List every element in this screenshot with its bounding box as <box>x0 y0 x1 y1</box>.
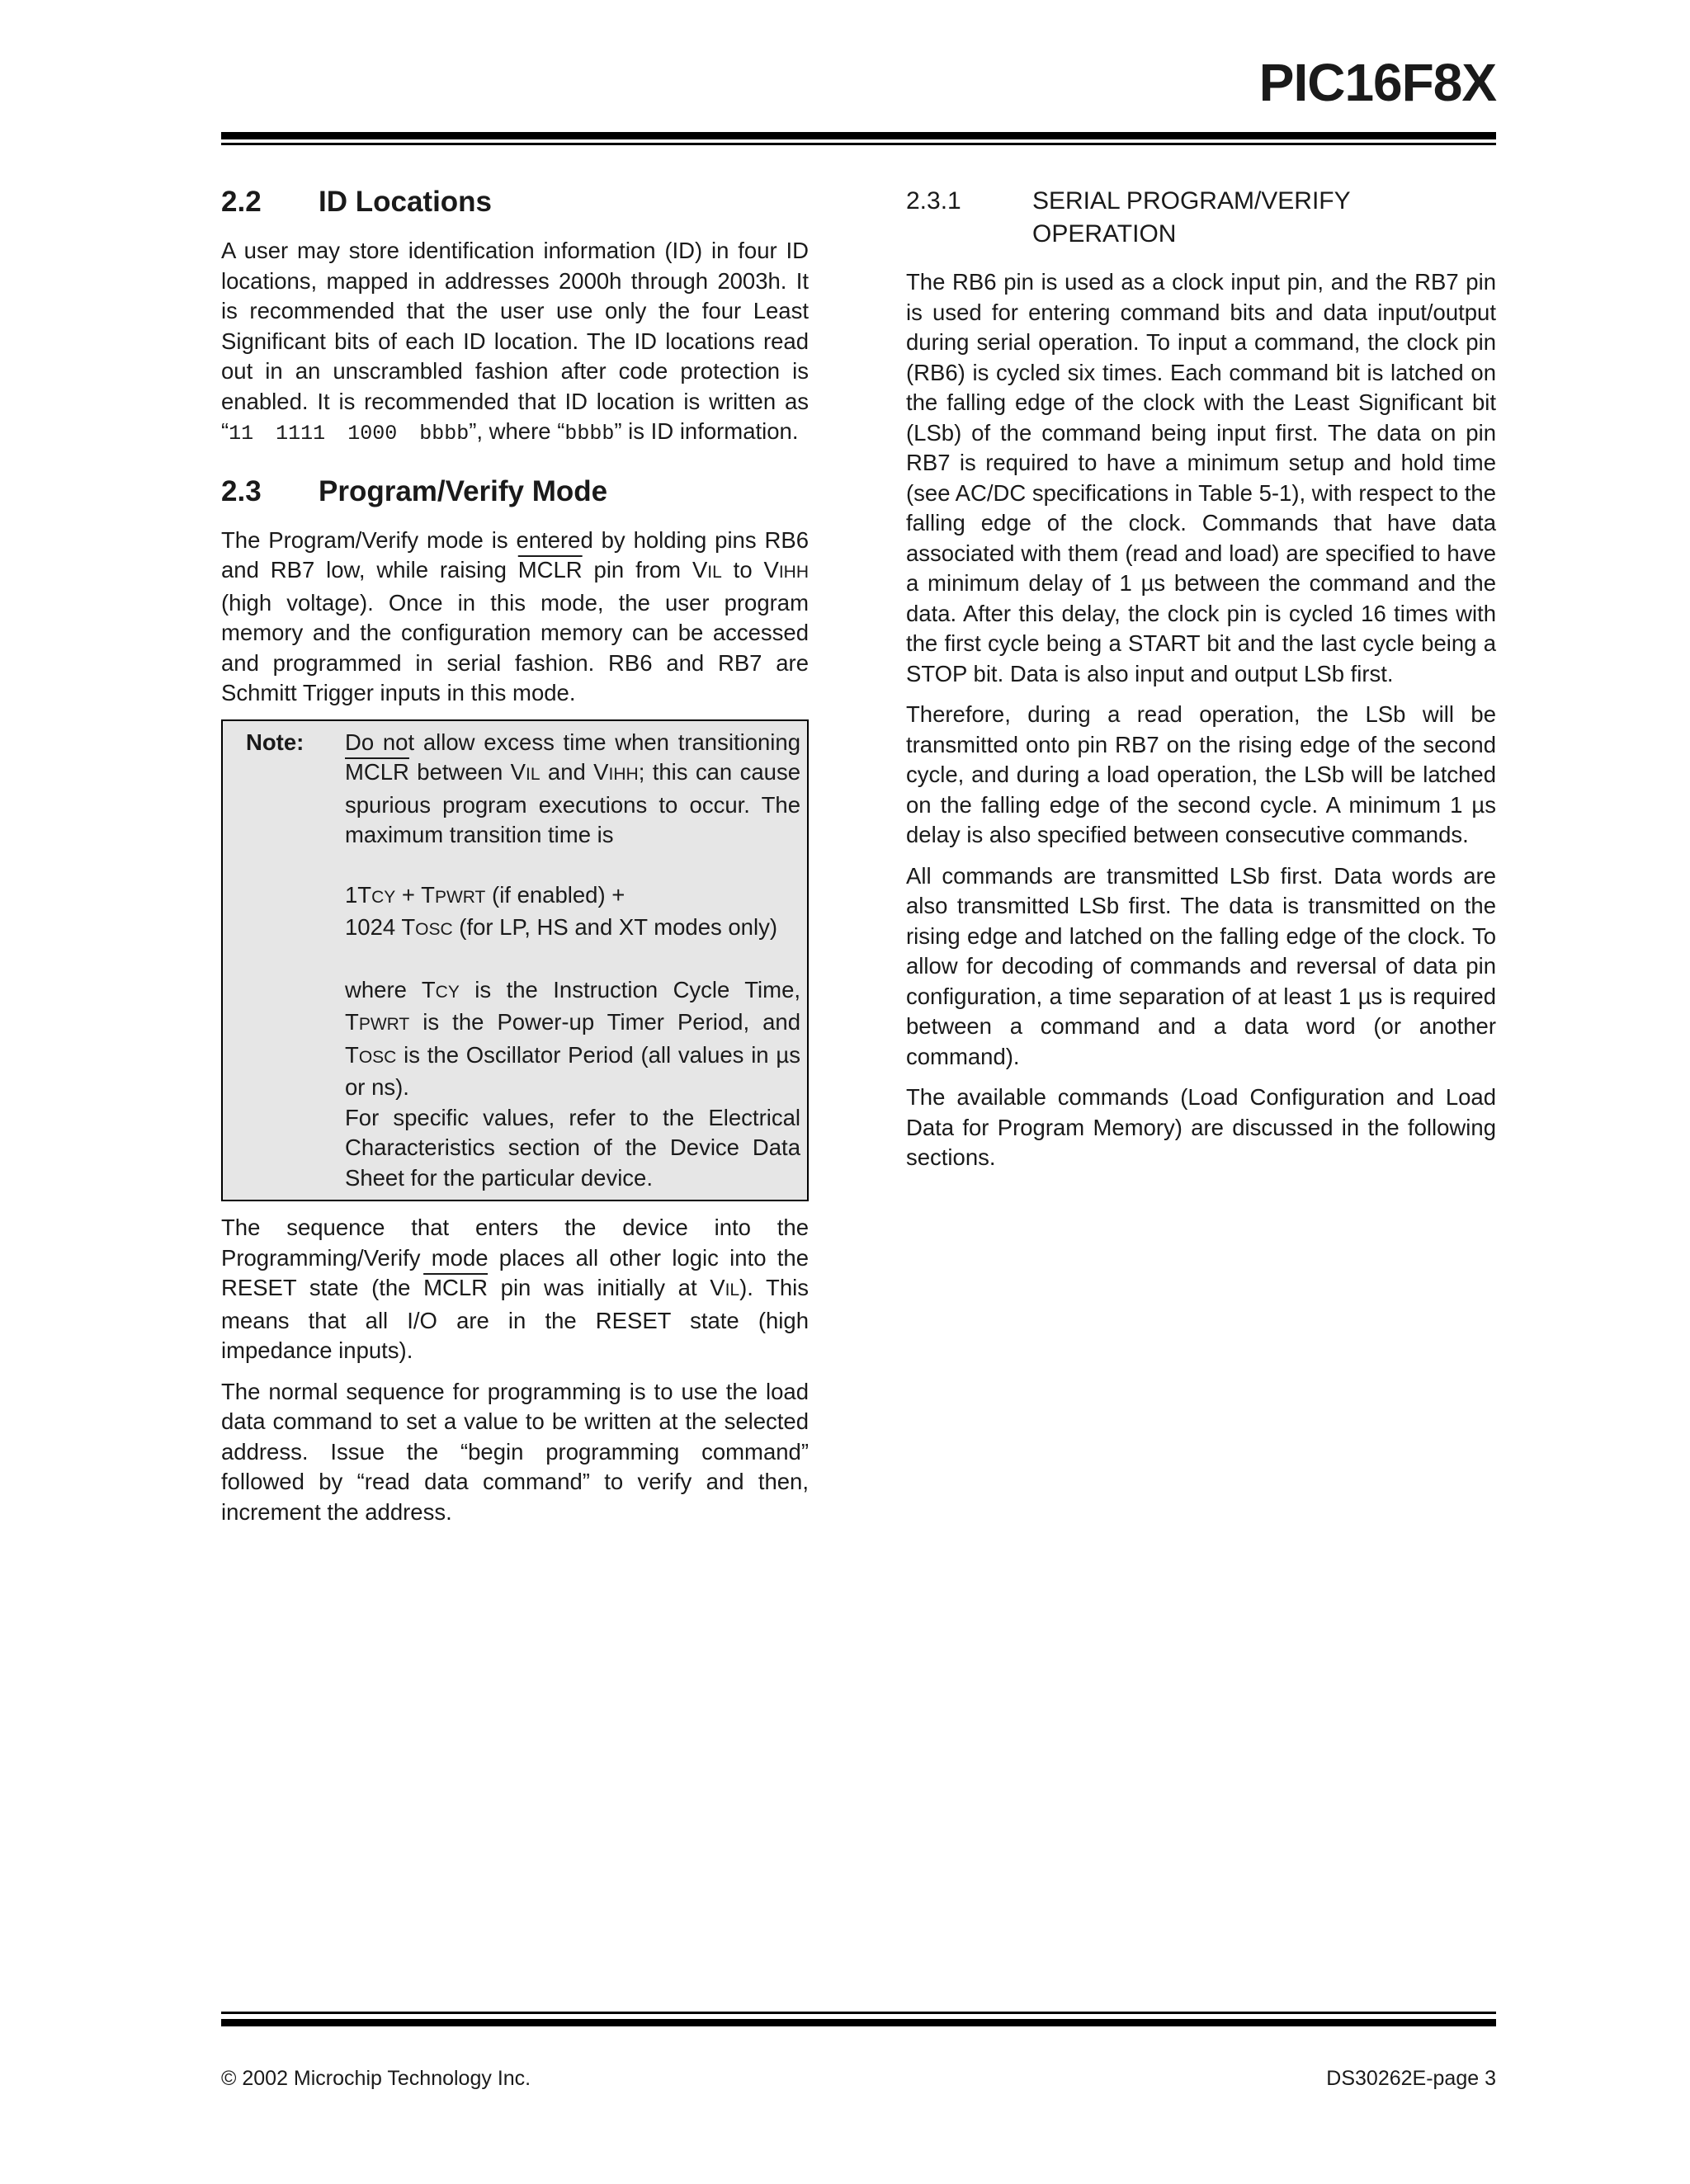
note-body: Do not allow excess time when transitioning MCLR between VIL and VIHH; this can cause spurious program executions to occur. The maximum transition time is 1TCY + TPWRT (if enabled) + 1024 TOSC (for LP, HS and XT modes only) where TCY is the Instruction Cycle Time, TPWRT is the Power-up Timer Period, and TOSC is the Oscillator Period (all values in µs or ns). For specific values, refer to the Electrical Characteristics section of the Device Data Sheet for the particular device. <box>345 729 801 1191</box>
note-label: Note: <box>246 729 304 755</box>
section-title: ID Locations <box>319 186 493 218</box>
programming-sequence-paragraph: The normal sequence for programming is to use the load data command to set a value to be written at the selected address. Issue the “begin programming command” followed by “read data command” to verify and then, increment the address. <box>221 1378 809 1525</box>
footer-copyright: © 2002 Microchip Technology Inc. <box>221 2067 531 2090</box>
section-number: 2.3.1 <box>906 187 961 215</box>
serial-operation-paragraph-3: All commands are transmitted LSb first. Data words are also transmitted LSb first. The data is transmitted on the rising edge and latched on the falling edge of the clock. To allow for decoding of commands and reversal of data pin configuration, a time separation of at least 1 µs is required between a command and a data word (or another command). <box>906 862 1496 1069</box>
note-box <box>221 719 809 1202</box>
serial-operation-paragraph-1: The RB6 pin is used as a clock input pin, and the RB7 pin is used for entering command bits and data input/output during serial operation. To input a command, the clock pin (RB6) is cycled six times. Each command bit is latched on the falling edge of the clock with the Least Significant bit (LSb) of the command being input first. The data on pin RB7 is required to have a minimum setup and hold time (see AC/DC specifications in Table 5-1), with respect to the falling edge of the clock. Commands that have data associated with them (read and load) are specified to have a minimum delay of 1 µs between the command and the data. After this delay, the clock pin is cycled 16 times with the first cycle being a START bit and the last cycle being a STOP bit. Data is also input and output LSb first. <box>906 269 1496 686</box>
footer-page-number: DS30262E-page 3 <box>1326 2067 1496 2090</box>
section-title: Program/Verify Mode <box>319 474 608 507</box>
header-rule-thick <box>221 132 1496 139</box>
footer-rule-thick <box>221 2019 1496 2026</box>
left-column <box>221 183 809 1538</box>
serial-operation-paragraph-4: The available commands (Load Configuration and Load Data for Program Memory) are discussed in the following sections. <box>906 1084 1496 1170</box>
section-2-3-1-heading <box>906 185 1496 251</box>
section-title: SERIAL PROGRAM/VERIFY OPERATION <box>1032 187 1351 248</box>
section-number: 2.2 <box>221 186 262 218</box>
right-column <box>906 183 1496 1184</box>
id-locations-paragraph: A user may store identification information (ID) in four ID locations, mapped in addresses 2000h through 2003h. It is recommended that the user use only the four Least Significant bits of each ID location. The ID locations read out in an unscrambled fashion after code protection is enabled. It is recommended that ID location is written as “11 1111 1000 bbbb”, where “bbbb” is ID information. <box>221 238 809 446</box>
section-number: 2.3 <box>221 474 262 507</box>
section-2-2-heading <box>221 185 809 219</box>
reset-state-paragraph: The sequence that enters the device into the Programming/Verify mode places all other logic into the RESET state (the MCLR pin was initially at VIL). This means that all I/O are in the RESET state (high impedance inputs). <box>221 1215 809 1363</box>
page-title: PIC16F8X <box>1258 53 1496 112</box>
footer-rule-thin <box>221 2012 1496 2014</box>
section-2-3-heading <box>221 474 809 509</box>
header-rule-thin <box>221 143 1496 145</box>
program-verify-paragraph: The Program/Verify mode is entered by holding pins RB6 and RB7 low, while raising MCLR pin from VIL to VIHH (high voltage). Once in this mode, the user program memory and the configuration memory can be accessed and programmed in serial fashion. RB6 and RB7 are Schmitt Trigger inputs in this mode. <box>221 526 809 705</box>
serial-operation-paragraph-2: Therefore, during a read operation, the LSb will be transmitted onto pin RB7 on the rising edge of the second cycle, and during a load operation, the LSb will be latched on the falling edge of the second cycle. A minimum 1 µs delay is also specified between consecutive commands. <box>906 701 1496 847</box>
